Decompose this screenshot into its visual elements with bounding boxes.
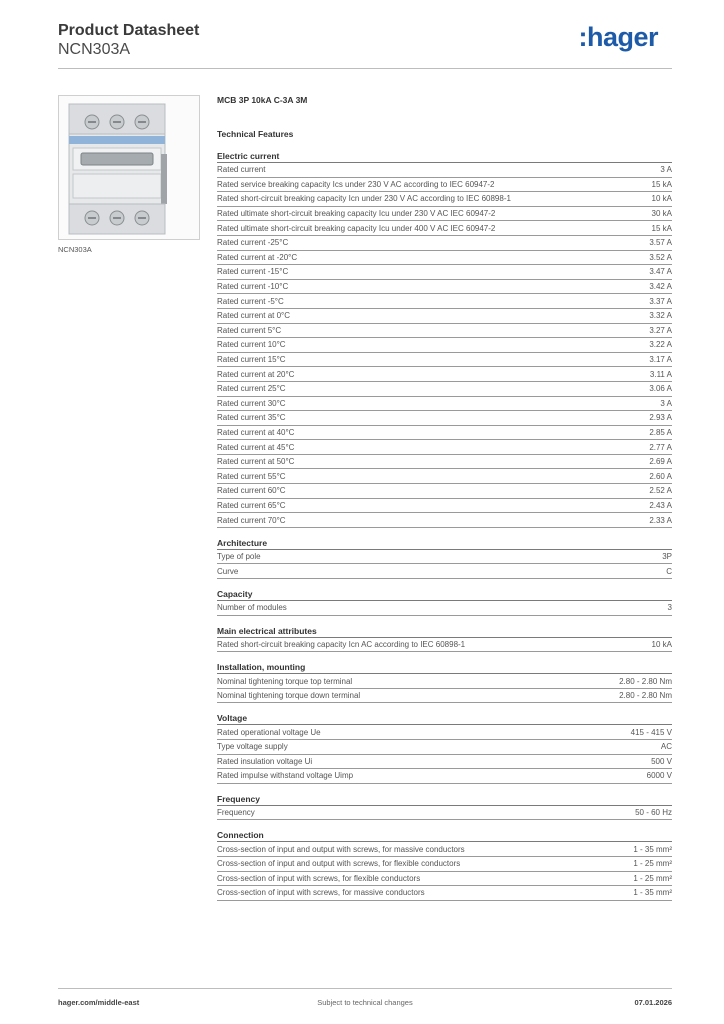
brand-logo: :hager — [578, 22, 658, 52]
spec-value: 3.27 A — [649, 325, 672, 335]
spec-label: Cross-section of input and output with screws, for massive conductors — [217, 844, 465, 854]
spec-value: AC — [660, 742, 672, 752]
spec-label: Type voltage supply — [217, 742, 288, 752]
spec-value: 2.85 A — [649, 427, 672, 437]
spec-row — [217, 725, 672, 740]
spec-value: 15 kA — [651, 179, 672, 189]
page-header — [58, 20, 672, 68]
spec-row — [217, 353, 672, 368]
spec-label: Cross-section of input and output with screws, for flexible conductors — [217, 859, 461, 869]
spec-label: Nominal tightening torque top terminal — [217, 676, 353, 686]
spec-row — [217, 455, 672, 470]
spec-value: 3.52 A — [649, 252, 672, 262]
spec-row — [217, 178, 672, 193]
spec-section — [217, 712, 672, 783]
spec-section — [217, 793, 672, 821]
spec-row — [217, 550, 672, 565]
spec-label: Rated ultimate short-circuit breaking capacity Icu under 400 V AC IEC 60947-2 — [217, 223, 496, 233]
spec-section — [217, 829, 672, 900]
spec-label: Rated insulation voltage Ui — [217, 756, 313, 766]
spec-label: Rated current 15°C — [217, 355, 286, 365]
section-title: Frequency — [217, 793, 672, 806]
spec-value: 50 - 60 Hz — [635, 808, 672, 818]
spec-label: Rated impulse withstand voltage Uimp — [217, 771, 354, 781]
spec-label: Rated current at 20°C — [217, 369, 295, 379]
spec-label: Rated current 10°C — [217, 340, 286, 350]
spec-value: 3 — [667, 603, 672, 613]
spec-label: Frequency — [217, 808, 255, 818]
spec-row — [217, 440, 672, 455]
spec-value: 2.93 A — [649, 413, 672, 423]
spec-label: Rated current -25°C — [217, 238, 289, 248]
spec-row — [217, 163, 672, 178]
spec-row — [217, 872, 672, 887]
section-title: Main electrical attributes — [217, 625, 672, 638]
spec-label: Rated current -15°C — [217, 267, 289, 277]
spec-label: Nominal tightening torque down terminal — [217, 691, 361, 701]
product-image — [58, 95, 200, 240]
section-title: Electric current — [217, 150, 672, 163]
spec-value: 3.11 A — [649, 369, 672, 379]
spec-row — [217, 265, 672, 280]
spec-row — [217, 484, 672, 499]
spec-row — [217, 309, 672, 324]
spec-value: 2.33 A — [649, 515, 672, 525]
spec-value: 3P — [662, 552, 672, 562]
spec-row — [217, 689, 672, 704]
spec-label: Rated current at 0°C — [217, 311, 291, 321]
spec-row — [217, 236, 672, 251]
spec-value: 10 kA — [651, 194, 672, 204]
page-footer — [58, 998, 672, 1010]
spec-label: Rated operational voltage Ue — [217, 727, 321, 737]
spec-label: Rated current at 40°C — [217, 427, 295, 437]
spec-label: Rated current — [217, 165, 266, 175]
spec-value: 2.52 A — [649, 486, 672, 496]
spec-row — [217, 469, 672, 484]
spec-value: 415 - 415 V — [630, 727, 672, 737]
spec-row — [217, 397, 672, 412]
section-title: Voltage — [217, 712, 672, 725]
document-title: Product Datasheet — [58, 22, 200, 39]
spec-value: 2.80 - 2.80 Nm — [619, 691, 672, 701]
spec-section — [217, 537, 672, 579]
spec-label: Rated current 5°C — [217, 325, 282, 335]
section-title: Capacity — [217, 588, 672, 601]
footer-divider — [58, 988, 672, 989]
spec-value: 1 - 25 mm² — [633, 873, 672, 883]
spec-value: 30 kA — [651, 209, 672, 219]
product-name: MCB 3P 10kA C-3A 3M — [217, 95, 308, 105]
spec-section — [217, 150, 672, 528]
spec-row — [217, 411, 672, 426]
spec-label: Type of pole — [217, 552, 261, 562]
spec-value: 1 - 35 mm² — [633, 844, 672, 854]
footer-website: hager.com/middle-east — [58, 998, 140, 1007]
spec-value: 2.69 A — [649, 457, 672, 467]
spec-label: Rated current -5°C — [217, 296, 284, 306]
header-divider — [58, 68, 672, 69]
spec-row — [217, 857, 672, 872]
spec-row — [217, 221, 672, 236]
spec-row — [217, 367, 672, 382]
footer-notice: Subject to technical changes — [317, 998, 413, 1007]
spec-sections — [217, 150, 672, 901]
spec-row — [217, 513, 672, 528]
spec-value: 3.22 A — [649, 340, 672, 350]
spec-label: Number of modules — [217, 603, 287, 613]
spec-section — [217, 588, 672, 616]
spec-value: 3.47 A — [649, 267, 672, 277]
spec-row — [217, 601, 672, 616]
spec-value: 500 V — [651, 756, 672, 766]
footer-date: 07.01.2026 — [634, 998, 672, 1007]
technical-features-title: Technical Features — [217, 129, 294, 139]
spec-label: Rated service breaking capacity Ics under 230 V AC according to IEC 60947-2 — [217, 179, 495, 189]
spec-label: Rated short-circuit breaking capacity Icn AC according to IEC 60898-1 — [217, 639, 466, 649]
spec-value: 3.37 A — [649, 296, 672, 306]
spec-row — [217, 755, 672, 770]
spec-value: 1 - 35 mm² — [633, 888, 672, 898]
spec-row — [217, 842, 672, 857]
spec-label: Rated current at -20°C — [217, 252, 298, 262]
spec-label: Rated current 30°C — [217, 398, 286, 408]
spec-row — [217, 740, 672, 755]
spec-row — [217, 806, 672, 821]
spec-value: 3 A — [660, 165, 672, 175]
spec-value: 2.43 A — [649, 500, 672, 510]
spec-row — [217, 499, 672, 514]
spec-label: Rated current 25°C — [217, 384, 286, 394]
spec-label: Rated current 65°C — [217, 500, 286, 510]
spec-value: 3.06 A — [649, 384, 672, 394]
spec-section — [217, 625, 672, 653]
spec-value: 3.17 A — [649, 355, 672, 365]
spec-value: 1 - 25 mm² — [633, 859, 672, 869]
spec-label: Curve — [217, 566, 239, 576]
spec-label: Rated current 70°C — [217, 515, 286, 525]
spec-row — [217, 294, 672, 309]
circuit-breaker-image — [59, 96, 199, 239]
spec-value: 3.42 A — [649, 282, 672, 292]
spec-value: 10 kA — [651, 639, 672, 649]
spec-row — [217, 886, 672, 901]
spec-row — [217, 338, 672, 353]
spec-value: 3.32 A — [649, 311, 672, 321]
spec-row — [217, 324, 672, 339]
section-title: Installation, mounting — [217, 661, 672, 674]
spec-value: 3 A — [660, 398, 672, 408]
spec-row — [217, 769, 672, 784]
spec-label: Rated current at 45°C — [217, 442, 295, 452]
spec-row — [217, 192, 672, 207]
spec-row — [217, 207, 672, 222]
spec-label: Rated current 35°C — [217, 413, 286, 423]
image-caption: NCN303A — [58, 245, 92, 254]
section-title: Connection — [217, 829, 672, 842]
spec-value: 2.80 - 2.80 Nm — [619, 676, 672, 686]
spec-label: Cross-section of input with screws, for flexible conductors — [217, 873, 421, 883]
spec-label: Rated current 55°C — [217, 471, 286, 481]
spec-label: Rated short-circuit breaking capacity Icn under 230 V AC according to IEC 60898-1 — [217, 194, 511, 204]
spec-label: Rated current at 50°C — [217, 457, 295, 467]
spec-row — [217, 674, 672, 689]
spec-row — [217, 382, 672, 397]
spec-row — [217, 426, 672, 441]
spec-label: Rated current -10°C — [217, 282, 289, 292]
spec-row — [217, 564, 672, 579]
spec-row — [217, 638, 672, 653]
document-subtitle: NCN303A — [58, 41, 131, 58]
spec-label: Rated ultimate short-circuit breaking capacity Icu under 230 V AC IEC 60947-2 — [217, 209, 496, 219]
section-title: Architecture — [217, 537, 672, 550]
technical-content — [217, 95, 672, 910]
spec-value: 3.57 A — [649, 238, 672, 248]
spec-value: C — [666, 566, 672, 576]
spec-value: 2.60 A — [649, 471, 672, 481]
spec-row — [217, 280, 672, 295]
spec-value: 6000 V — [646, 771, 672, 781]
spec-value: 15 kA — [651, 223, 672, 233]
spec-row — [217, 251, 672, 266]
spec-label: Cross-section of input with screws, for massive conductors — [217, 888, 425, 898]
spec-label: Rated current 60°C — [217, 486, 286, 496]
spec-value: 2.77 A — [649, 442, 672, 452]
spec-section — [217, 661, 672, 703]
